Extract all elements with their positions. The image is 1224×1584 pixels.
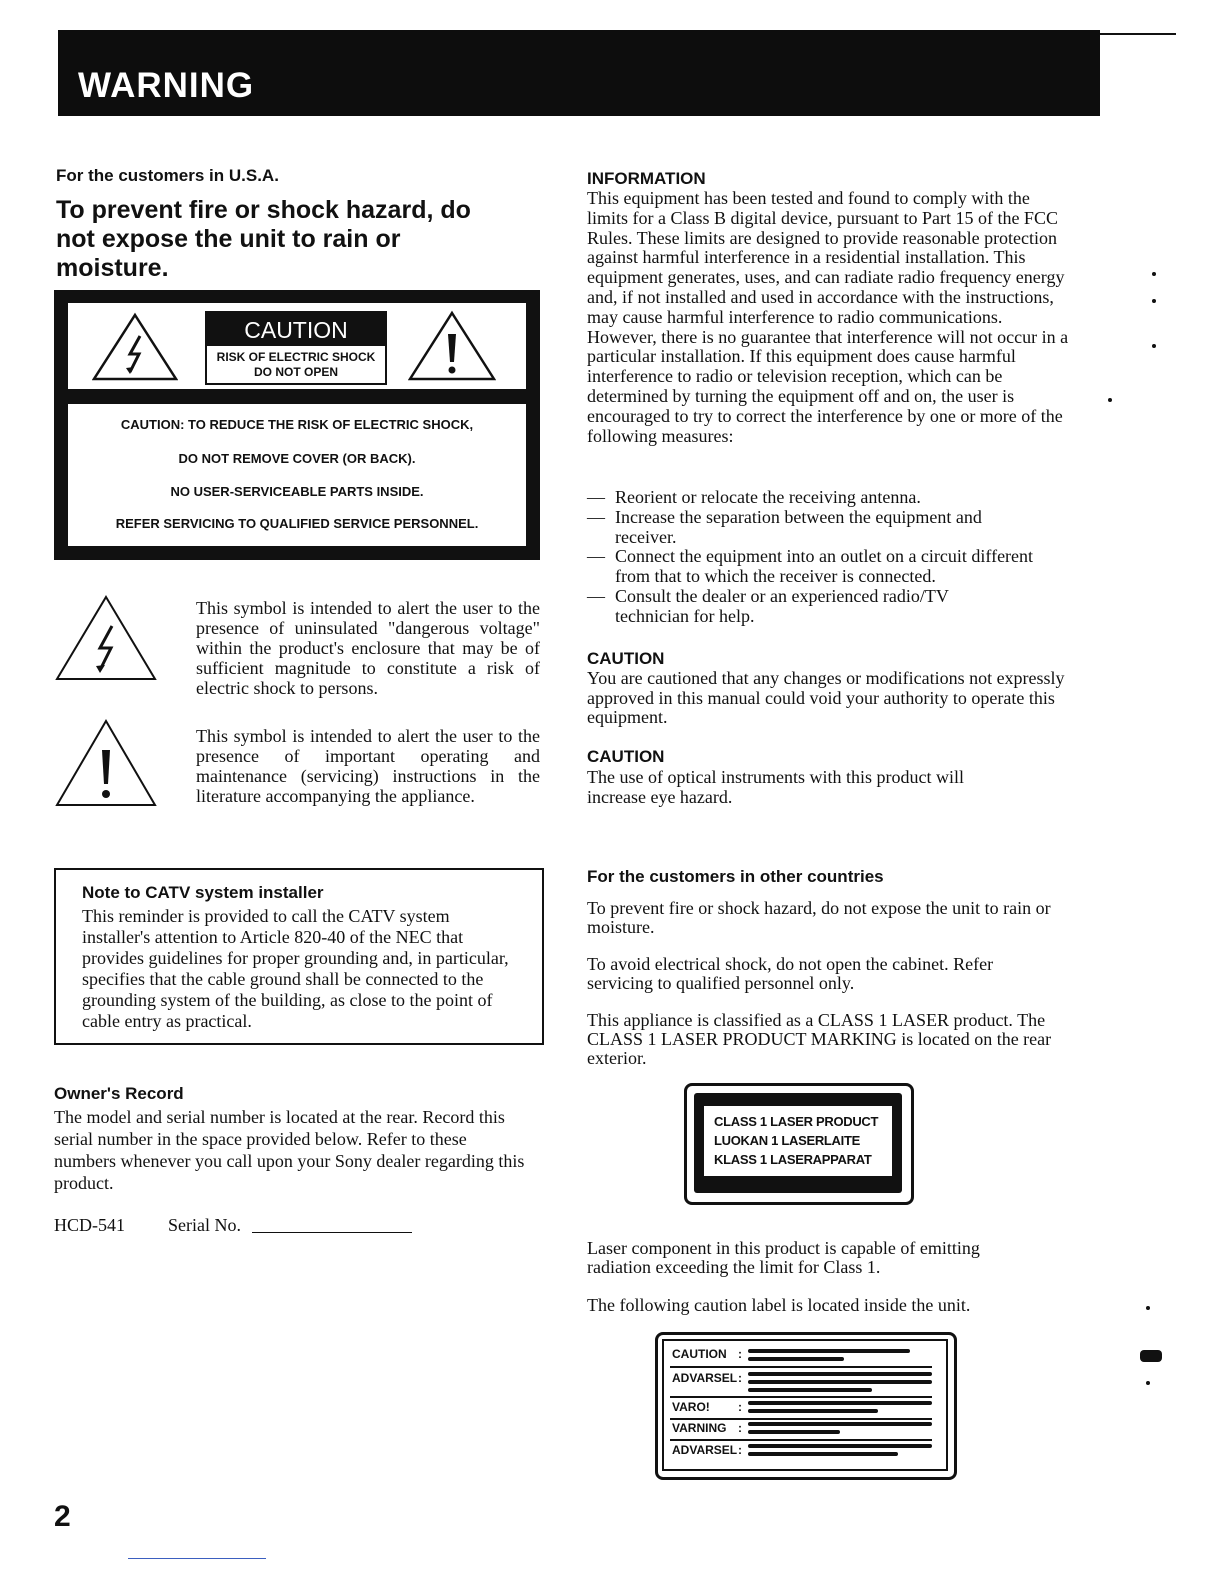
caution-2-title: CAUTION <box>587 747 665 766</box>
serial-number-line <box>252 1232 412 1233</box>
measure-dash: — <box>587 546 605 566</box>
caution-label-divider <box>670 1439 932 1441</box>
caution-label-fine-print <box>748 1349 910 1353</box>
page-title: WARNING <box>78 66 255 105</box>
caution-plate-title: CAUTION <box>207 313 385 346</box>
other-countries-p4: Laser component in this product is capable of emitting radiation exceeding the limit for Class 1. <box>587 1238 980 1277</box>
other-countries-subheading: For the customers in other countries <box>587 867 884 886</box>
exclamation-warning-icon <box>408 310 496 382</box>
caution-label-row-2: ADVARSEL <box>672 1371 738 1385</box>
usa-warning-line-3: moisture. <box>56 254 169 282</box>
caution-label-fine-print <box>748 1409 878 1413</box>
caution-label-fine-print <box>748 1372 932 1376</box>
model-number: HCD-541 <box>54 1215 125 1235</box>
caution-1-title: CAUTION <box>587 649 665 668</box>
information-title: INFORMATION <box>587 169 706 188</box>
scan-speck <box>1146 1381 1150 1385</box>
caution-label-row-3: VARO! <box>672 1400 710 1414</box>
caution-label-fine-print <box>748 1401 932 1405</box>
caution-label-colon: : <box>738 1421 742 1435</box>
other-countries-p5: The following caution label is located inside the unit. <box>587 1295 971 1315</box>
caution-label-fine-print <box>748 1430 840 1434</box>
lightning-symbol-text: This symbol is intended to alert the user to the presence of uninsulated "dangerous voltage" within the product's enclosure that may be of sufficient magnitude to constitute a risk of electric shock to persons. <box>196 598 540 698</box>
other-countries-p1: To prevent fire or shock hazard, do not expose the unit to rain or moisture. <box>587 898 1051 937</box>
laser-label-line-3: KLASS 1 LASERAPPARAT <box>714 1152 872 1167</box>
caution-label-divider <box>670 1366 932 1368</box>
usa-subheading: For the customers in U.S.A. <box>56 166 279 185</box>
caution-1-text: You are cautioned that any changes or modifications not expressly approved in this manual could void your authority to operate this equipment. <box>587 668 1065 727</box>
laser-label-line-1: CLASS 1 LASER PRODUCT <box>714 1114 879 1129</box>
caution-plate-line-1: RISK OF ELECTRIC SHOCK <box>216 350 376 364</box>
footer-rule <box>128 1558 266 1559</box>
measure-dash: — <box>587 507 605 527</box>
caution-line-3: NO USER-SERVICEABLE PARTS INSIDE. <box>170 484 424 499</box>
caution-label-colon: : <box>738 1371 742 1385</box>
scan-speck <box>1152 344 1156 348</box>
usa-warning-line-1: To prevent fire or shock hazard, do <box>56 196 471 224</box>
page-number: 2 <box>54 1500 71 1533</box>
other-countries-p3: This appliance is classified as a CLASS 1 LASER product. The CLASS 1 LASER PRODUCT MARKING is located on the rear exterior. <box>587 1010 1052 1068</box>
caution-label-fine-print <box>748 1380 932 1384</box>
caution-label-row-5: ADVARSEL <box>672 1443 738 1457</box>
caution-label-row-1: CAUTION <box>672 1347 727 1361</box>
caution-label-divider <box>670 1418 932 1420</box>
caution-line-1: CAUTION: TO REDUCE THE RISK OF ELECTRIC SHOCK, <box>120 417 474 432</box>
measure-text: Connect the equipment into an outlet on a circuit different from that to which the receiver is connected. <box>615 546 1034 586</box>
measure-dash: — <box>587 487 605 507</box>
caution-line-2: DO NOT REMOVE COVER (OR BACK). <box>178 451 416 466</box>
information-text: This equipment has been tested and found to comply with the limits for a Class B digital device, pursuant to Part 15 of the FCC Rules. These limits are designed to provide reasonable protection against harmful interference in a residential installation. This equipment generates, uses, and can radiate radio frequency energy and, if not installed and used in accordance with the instructions, may cause harmful interference to radio communications. However, there is no guarantee that interference will not occur in a particular installation. If this equipment does cause harmful interference to radio or television reception, which can be determined by turning the equipment off and on, the user is encouraged to try to correct the interference by one or more of the following measures: <box>587 188 1069 446</box>
caution-label-colon: : <box>738 1347 742 1361</box>
banner-rule <box>1100 33 1176 35</box>
caution-label-fine-print <box>748 1452 898 1456</box>
measure-dash: — <box>587 586 605 606</box>
owners-record-title: Owner's Record <box>54 1084 184 1103</box>
lightning-warning-icon <box>92 312 178 382</box>
caution-label-fine-print <box>748 1388 872 1392</box>
measure-text: Consult the dealer or an experienced radio/TV technician for help. <box>615 586 949 626</box>
lightning-symbol-icon <box>54 594 158 682</box>
usa-warning-line-2: not expose the unit to rain or <box>56 225 401 253</box>
caution-2-text: The use of optical instruments with this product will increase eye hazard. <box>587 767 964 807</box>
caution-label-colon: : <box>738 1443 742 1457</box>
caution-label-colon: : <box>738 1400 742 1414</box>
caution-label-fine-print <box>748 1444 932 1448</box>
scan-speck <box>1152 299 1156 303</box>
exclamation-symbol-icon <box>54 718 158 808</box>
other-countries-p2: To avoid electrical shock, do not open the cabinet. Refer servicing to qualified personnel only. <box>587 954 994 993</box>
scan-speck <box>1108 398 1112 402</box>
caution-plate-line-2: DO NOT OPEN <box>253 365 338 379</box>
caution-plate <box>205 311 387 385</box>
caution-line-4: REFER SERVICING TO QUALIFIED SERVICE PERSONNEL. <box>115 516 479 531</box>
caution-label-row-4: VARNING <box>672 1421 727 1435</box>
caution-label-divider <box>670 1396 932 1398</box>
catv-title: Note to CATV system installer <box>82 883 324 902</box>
scan-speck <box>1152 272 1156 276</box>
scan-speck <box>1146 1306 1150 1310</box>
measure-text: Reorient or relocate the receiving antenna. <box>615 487 921 507</box>
caution-label-fine-print <box>748 1422 932 1426</box>
exclamation-symbol-text: This symbol is intended to alert the user to the presence of important operating and maintenance (servicing) instructions in the literature accompanying the appliance. <box>196 726 540 806</box>
catv-text: This reminder is provided to call the CATV system installer's attention to Article 820-40 of the NEC that provides guidelines for proper grounding and, in particular, specifies that the cable ground shall be connected to the grounding system of the building, as close to the point of cable entry as practical. <box>82 906 509 1031</box>
scan-speck <box>1140 1350 1162 1362</box>
serial-label: Serial No. <box>168 1215 241 1235</box>
owners-record-text: The model and serial number is located at the rear. Record this serial number in the space provided below. Refer to these numbers whenever you call upon your Sony dealer regarding this product. <box>54 1107 525 1193</box>
measure-text: Increase the separation between the equipment and receiver. <box>615 507 982 547</box>
laser-label-line-2: LUOKAN 1 LASERLAITE <box>714 1133 860 1148</box>
caution-label-fine-print <box>748 1357 844 1361</box>
